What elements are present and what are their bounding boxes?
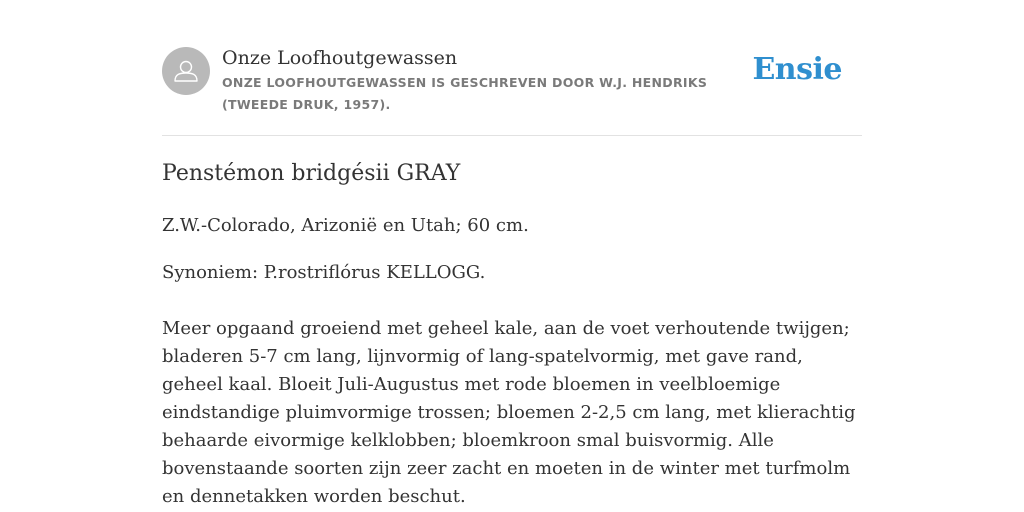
article-content: [162, 158, 862, 511]
header-divider: [162, 135, 862, 136]
ensie-logo-link[interactable]: Ensie: [752, 52, 842, 87]
entry-paragraph-description: Meer opgaand groeiend met geheel kale, aan de voet verhoutende twijgen; bladeren 5-7 cm lang, lijnvormig of lang-spatelvormig, met gave rand, geheel kaal. Bloeit Juli-Augustus met rode bloemen in veelbloemige eindstandige pluimvormige trossen; bloemen 2-2,5 cm lang, met klierachtig behaarde eivormige kelklobben; bloemkroon smal buisvormig. Alle bovenstaande soorten zijn zeer zacht en moeten in de winter met turfmolm en dennetakken worden beschut.: [162, 318, 856, 507]
author-avatar[interactable]: [162, 47, 210, 95]
entry-title: Penstémon bridgésii GRAY: [162, 161, 461, 186]
book-description: ONZE LOOFHOUTGEWASSEN IS GESCHREVEN DOOR W.J. HENDRIKS (TWEEDE DRUK, 1957).: [222, 75, 708, 112]
entry-paragraph-synonym: Synoniem: P.rostriflórus KELLOGG.: [162, 262, 486, 283]
book-header: [162, 46, 862, 116]
entry-paragraph-origin: Z.W.-Colorado, Arizonië en Utah; 60 cm.: [162, 215, 529, 236]
user-silhouette-icon: [162, 47, 210, 95]
book-title-link[interactable]: Onze Loofhoutgewassen: [222, 47, 458, 69]
